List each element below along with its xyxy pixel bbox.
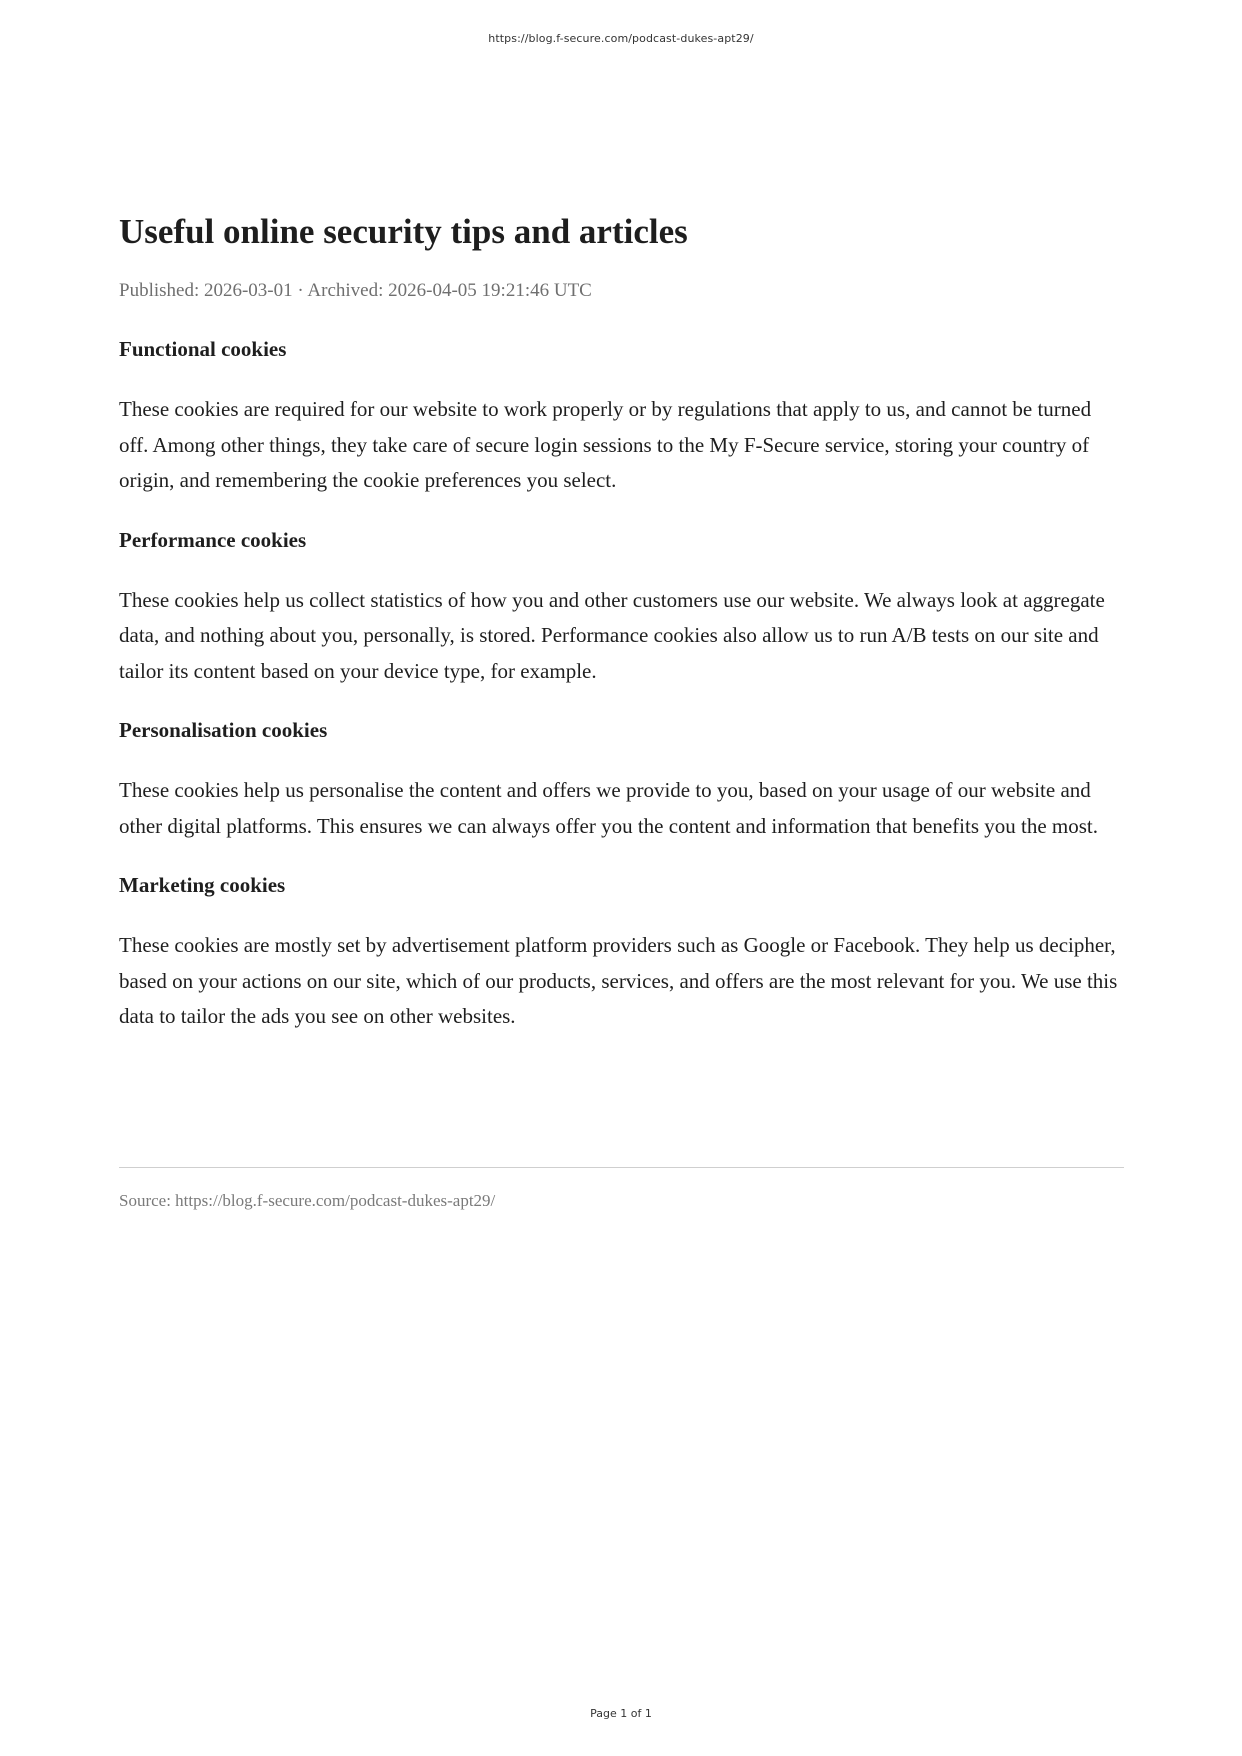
page-header-url: https://blog.f-secure.com/podcast-dukes-apt29/: [488, 32, 754, 45]
section-text-performance: These cookies help us collect statistics of how you and other customers use our website. We always look at aggregate data, and nothing about you, personally, is stored. Performance cookies also allow us to run A/B tests on our site and tailor its content based on your device type, for example.: [119, 587, 1105, 683]
section-text-marketing: These cookies are mostly set by advertisement platform providers such as Google or Facebook. They help us decipher, based on your actions on our site, which of our products, services, and offers are the most relevant for you. We use this data to tailor the ads you see on other websites.: [119, 933, 1118, 1028]
section-heading-marketing: Marketing cookies: [119, 873, 286, 897]
divider: [119, 1167, 1124, 1168]
page-number: Page 1 of 1: [590, 1707, 652, 1720]
section-heading-functional: Functional cookies: [119, 337, 287, 361]
article-title: Useful online security tips and articles: [119, 212, 688, 251]
article-meta: Published: 2026-03-01 · Archived: 2026-04-05 19:21:46 UTC: [119, 280, 592, 301]
section-heading-performance: Performance cookies: [119, 527, 307, 552]
article: [119, 210, 1124, 1035]
section-heading-personalisation: Personalisation cookies: [119, 718, 328, 742]
section-text-functional: These cookies are required for our website to work properly or by regulations that apply to us, and cannot be turned off. Among other things, they take care of secure login sessions to the My F-Secure service, storing your country of origin, and remembering the cookie preferences you select.: [119, 397, 1092, 492]
source-link[interactable]: Source: https://blog.f-secure.com/podcast-dukes-apt29/: [119, 1191, 496, 1210]
section-text-personalisation: These cookies help us personalise the content and offers we provide to you, based on your usage of our website and other digital platforms. This ensures we can always offer you the content and information that benefits you the most.: [119, 778, 1098, 838]
